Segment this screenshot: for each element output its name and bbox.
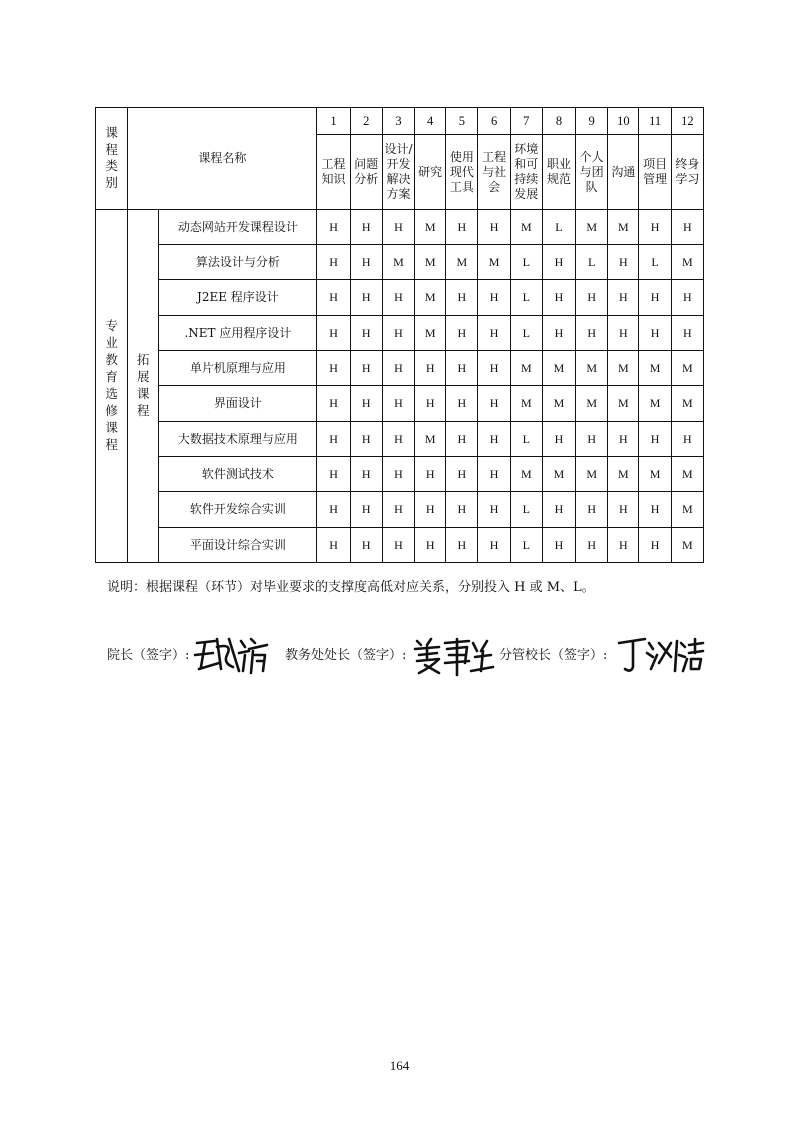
support-level-cell: H	[576, 492, 608, 527]
requirement-name: 使用现代工具	[449, 149, 474, 194]
support-level-cell: H	[639, 315, 671, 350]
support-level-cell: H	[446, 492, 478, 527]
requirement-name: 工程与社会	[482, 149, 507, 194]
support-level-cell: H	[478, 315, 510, 350]
support-level-cell: H	[478, 209, 510, 244]
course-requirement-matrix	[95, 107, 704, 563]
support-level-cell: H	[415, 492, 446, 527]
requirement-number-cell	[317, 108, 350, 135]
support-level-cell: H	[350, 245, 382, 280]
support-level-cell: H	[317, 209, 350, 244]
support-level-cell: H	[671, 280, 703, 315]
support-level-cell: H	[478, 351, 510, 386]
requirement-number-cell	[576, 108, 608, 135]
support-level-cell: M	[542, 386, 575, 421]
support-level-cell: M	[415, 209, 446, 244]
support-level-cell: H	[350, 527, 382, 562]
support-level-cell: H	[608, 280, 639, 315]
academic-affairs-handwritten-signature	[413, 633, 495, 677]
vice-president-signature-label: 分管校长（签字）:	[499, 648, 608, 663]
support-level-cell: H	[576, 421, 608, 456]
support-level-cell: M	[382, 245, 414, 280]
signature-area	[107, 633, 717, 677]
support-level-cell: H	[350, 209, 382, 244]
requirement-name: 个人与团队	[579, 149, 604, 194]
support-level-cell: M	[671, 456, 703, 491]
requirement-name-cell	[446, 135, 478, 210]
support-level-cell: H	[671, 315, 703, 350]
support-level-cell: H	[317, 421, 350, 456]
support-level-cell: H	[478, 456, 510, 491]
support-level-cell: L	[576, 245, 608, 280]
academic-affairs-signature-label: 教务处处长（签字）:	[285, 648, 407, 663]
table-row	[96, 386, 704, 421]
support-level-cell: M	[576, 209, 608, 244]
course-name: 平面设计综合实训	[159, 527, 317, 562]
requirement-name: 职业规范	[546, 157, 571, 187]
requirement-number-cell	[478, 108, 510, 135]
support-level-cell: H	[446, 386, 478, 421]
support-level-cell: H	[350, 492, 382, 527]
support-level-cell: H	[542, 280, 575, 315]
support-level-cell: M	[671, 527, 703, 562]
requirement-number: 4	[427, 113, 434, 128]
category-header-cell	[96, 108, 128, 210]
support-level-cell: H	[542, 315, 575, 350]
subcategory-label: 拓展课程	[137, 352, 150, 418]
requirement-number-cell	[446, 108, 478, 135]
support-level-cell: M	[510, 456, 542, 491]
requirement-name: 沟通	[611, 164, 636, 179]
support-level-cell: H	[446, 209, 478, 244]
support-level-cell: H	[317, 280, 350, 315]
support-level-cell: H	[542, 527, 575, 562]
requirement-number-cell	[542, 108, 575, 135]
support-level-cell: H	[639, 209, 671, 244]
support-level-cell: M	[608, 456, 639, 491]
support-level-cell: H	[608, 492, 639, 527]
requirement-name-cell	[415, 135, 446, 210]
support-level-cell: H	[382, 315, 414, 350]
support-level-cell: H	[317, 351, 350, 386]
support-level-cell: H	[415, 456, 446, 491]
requirement-number: 8	[555, 113, 563, 128]
requirement-name: 终身学习	[675, 157, 700, 187]
requirement-number: 2	[363, 113, 370, 128]
support-level-cell: H	[415, 527, 446, 562]
page-number: 164	[389, 1058, 410, 1073]
requirement-number: 6	[490, 113, 498, 128]
support-level-cell: H	[478, 280, 510, 315]
support-level-cell: H	[317, 245, 350, 280]
requirement-number-cell	[510, 108, 542, 135]
requirement-name: 研究	[418, 164, 443, 179]
requirement-number: 5	[458, 113, 465, 128]
support-level-cell: H	[639, 492, 671, 527]
support-level-cell: M	[671, 492, 703, 527]
category-label: 专业教育选修课程	[105, 318, 118, 452]
support-level-cell: H	[350, 280, 382, 315]
support-level-cell: H	[382, 421, 414, 456]
support-level-cell: M	[608, 351, 639, 386]
support-level-cell: L	[510, 492, 542, 527]
support-level-cell: L	[510, 245, 542, 280]
support-level-cell: M	[510, 209, 542, 244]
subcategory-cell	[128, 209, 159, 562]
requirement-name-cell	[382, 135, 414, 210]
requirement-number: 3	[395, 113, 402, 128]
support-level-cell: M	[415, 245, 446, 280]
requirement-number-cell	[639, 108, 671, 135]
course-name: 界面设计	[159, 386, 317, 421]
support-level-cell: L	[639, 245, 671, 280]
requirement-name: 工程知识	[321, 157, 346, 187]
support-level-cell: M	[608, 209, 639, 244]
course-name: 软件开发综合实训	[159, 492, 317, 527]
requirement-name-cell	[639, 135, 671, 210]
support-level-cell: H	[350, 315, 382, 350]
requirement-name-cell	[608, 135, 639, 210]
support-level-cell: H	[671, 421, 703, 456]
support-level-cell: H	[446, 351, 478, 386]
support-level-cell: M	[639, 351, 671, 386]
category-header: 课程类别	[105, 124, 118, 191]
support-level-cell: M	[415, 315, 446, 350]
support-level-cell: H	[542, 421, 575, 456]
table-row	[96, 209, 704, 244]
requirement-number-cell	[415, 108, 446, 135]
requirement-number-cell	[350, 108, 382, 135]
course-name: 算法设计与分析	[159, 245, 317, 280]
table-row	[96, 245, 704, 280]
support-level-cell: H	[415, 386, 446, 421]
vice-president-handwritten-signature	[615, 633, 705, 677]
support-level-cell: M	[478, 245, 510, 280]
support-level-cell: H	[576, 527, 608, 562]
course-name: 软件测试技术	[159, 456, 317, 491]
requirement-name: 设计/开发解决方案	[384, 142, 413, 202]
support-level-cell: M	[542, 456, 575, 491]
category-cell	[96, 209, 128, 562]
support-level-cell: H	[350, 421, 382, 456]
support-level-cell: M	[576, 351, 608, 386]
support-level-cell: H	[478, 527, 510, 562]
support-level-cell: H	[576, 315, 608, 350]
requirement-number: 12	[681, 113, 694, 128]
requirement-number-cell	[671, 108, 703, 135]
support-level-cell: H	[671, 209, 703, 244]
table-row	[96, 527, 704, 562]
support-level-cell: H	[542, 245, 575, 280]
requirement-name-cell	[510, 135, 542, 210]
support-level-cell: M	[639, 456, 671, 491]
support-level-cell: L	[510, 421, 542, 456]
course-name: .NET 应用程序设计	[159, 315, 317, 350]
support-level-cell: M	[576, 386, 608, 421]
support-level-cell: M	[415, 421, 446, 456]
support-level-cell: M	[415, 280, 446, 315]
support-level-cell: L	[510, 280, 542, 315]
support-level-cell: H	[317, 492, 350, 527]
requirement-number: 9	[588, 113, 595, 128]
requirement-name: 项目管理	[643, 157, 668, 187]
requirement-number: 10	[617, 113, 630, 128]
support-level-cell: M	[671, 245, 703, 280]
table-row	[96, 421, 704, 456]
support-level-cell: M	[671, 386, 703, 421]
support-level-cell: H	[317, 315, 350, 350]
support-level-cell: M	[542, 351, 575, 386]
support-level-cell: H	[317, 456, 350, 491]
course-name: 动态网站开发课程设计	[159, 209, 317, 244]
support-level-cell: H	[608, 315, 639, 350]
support-level-cell: H	[446, 280, 478, 315]
support-level-cell: H	[317, 527, 350, 562]
support-level-cell: H	[415, 351, 446, 386]
support-level-cell: H	[608, 527, 639, 562]
support-level-cell: H	[542, 492, 575, 527]
course-name: 大数据技术原理与应用	[159, 421, 317, 456]
course-name-header-cell	[128, 108, 317, 210]
requirement-number: 1	[330, 113, 337, 128]
requirement-name-cell	[350, 135, 382, 210]
support-level-cell: H	[446, 527, 478, 562]
support-level-cell: H	[478, 386, 510, 421]
support-level-cell: H	[382, 492, 414, 527]
support-level-cell: H	[639, 421, 671, 456]
support-level-cell: H	[382, 386, 414, 421]
requirement-number-cell	[382, 108, 414, 135]
support-level-cell: M	[576, 456, 608, 491]
support-level-cell: H	[350, 386, 382, 421]
support-level-cell: L	[510, 527, 542, 562]
table-row	[96, 280, 704, 315]
course-name: 单片机原理与应用	[159, 351, 317, 386]
support-level-cell: H	[608, 421, 639, 456]
requirement-name: 问题分析	[354, 157, 379, 187]
table-note: 说明：根据课程（环节）对毕业要求的支撑度高低对应关系，分别投入 H 或 M、L。	[107, 580, 595, 595]
table-row	[96, 456, 704, 491]
requirement-number-cell	[608, 108, 639, 135]
support-level-cell: H	[576, 280, 608, 315]
dean-handwritten-signature	[193, 633, 269, 677]
support-level-cell: H	[382, 456, 414, 491]
table-row	[96, 315, 704, 350]
support-level-cell: M	[639, 386, 671, 421]
support-level-cell: H	[382, 527, 414, 562]
support-level-cell: H	[382, 280, 414, 315]
table-row	[96, 351, 704, 386]
requirement-number: 7	[523, 113, 530, 128]
course-name: J2EE 程序设计	[159, 280, 317, 315]
support-level-cell: H	[639, 527, 671, 562]
support-level-cell: L	[510, 315, 542, 350]
table-row	[96, 492, 704, 527]
requirement-name-cell	[542, 135, 575, 210]
support-level-cell: H	[317, 386, 350, 421]
support-level-cell: L	[542, 209, 575, 244]
requirement-number: 11	[649, 113, 662, 128]
support-level-cell: M	[510, 386, 542, 421]
support-level-cell: H	[382, 351, 414, 386]
support-level-cell: H	[608, 245, 639, 280]
support-level-cell: H	[639, 280, 671, 315]
support-level-cell: H	[350, 351, 382, 386]
dean-signature-label: 院长（签字）:	[107, 648, 190, 663]
course-name-header: 课程名称	[198, 151, 247, 166]
support-level-cell: H	[478, 492, 510, 527]
support-level-cell: M	[608, 386, 639, 421]
support-level-cell: H	[350, 456, 382, 491]
support-level-cell: H	[446, 315, 478, 350]
requirement-name-cell	[671, 135, 703, 210]
support-level-cell: H	[478, 421, 510, 456]
requirement-name: 环境和可持续发展	[514, 142, 539, 202]
support-level-cell: H	[446, 421, 478, 456]
support-level-cell: M	[446, 245, 478, 280]
requirement-name-cell	[317, 135, 350, 210]
support-level-cell: H	[382, 209, 414, 244]
support-level-cell: M	[510, 351, 542, 386]
requirement-name-cell	[478, 135, 510, 210]
support-level-cell: M	[671, 351, 703, 386]
support-level-cell: H	[446, 456, 478, 491]
requirement-name-cell	[576, 135, 608, 210]
